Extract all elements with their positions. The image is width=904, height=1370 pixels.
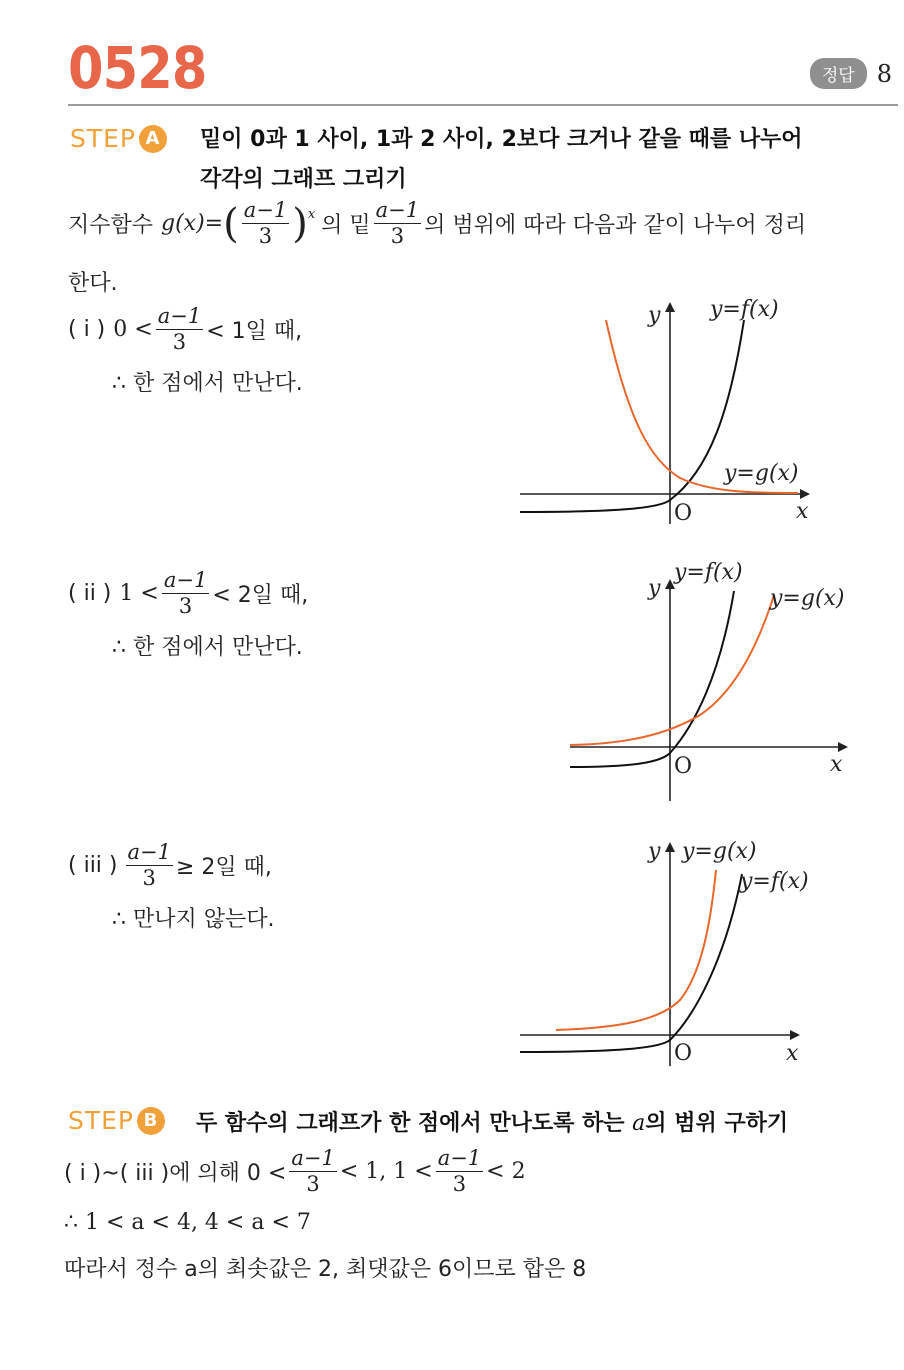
- case-rhs: < 2일 때,: [212, 583, 309, 608]
- step-a-text: STEP: [70, 124, 137, 153]
- case-lhs: 0 <: [113, 317, 153, 342]
- y-axis-label: y: [648, 303, 661, 328]
- f-label: y=f(x): [740, 869, 809, 894]
- frac-numerator: a−1: [157, 304, 202, 328]
- line1-fraction-2: [436, 1148, 483, 1195]
- case-1-conclusion: ∴ 한 점에서 만난다.: [112, 371, 303, 396]
- intro-mid: 의 밑: [321, 213, 371, 238]
- curve-g: [556, 870, 716, 1030]
- line1-fraction-1: [289, 1148, 336, 1195]
- f-label: y=f(x): [710, 297, 779, 322]
- graph-case-3: [510, 830, 830, 1070]
- frac-denominator: 3: [452, 1172, 467, 1196]
- case-lhs: 1 <: [119, 581, 159, 606]
- g-label: y=g(x): [682, 839, 757, 864]
- paren-open: (: [223, 200, 239, 247]
- header-divider: [68, 104, 898, 106]
- line1-mid: < 1, 1 <: [339, 1159, 433, 1184]
- intro-prefix: 지수함수: [68, 213, 154, 238]
- case-2-conclusion: ∴ 한 점에서 만난다.: [112, 635, 303, 660]
- frac-numerator: a−1: [127, 840, 171, 864]
- func-g: g(x)=: [161, 211, 224, 236]
- answer-area: [810, 58, 892, 89]
- x-axis-arrow: [838, 742, 848, 752]
- frac-denominator: 3: [258, 224, 273, 248]
- intro-suffix: 의 범위에 따라 다음과 같이 나누어 정리: [424, 213, 807, 238]
- step-b-title: [196, 1106, 788, 1137]
- y-axis-label: y: [648, 839, 661, 864]
- graph-case-2: [560, 555, 860, 805]
- step-a-title-line1: 밑이 0과 1 사이, 1과 2 사이, 2보다 크거나 같을 때를 나누어: [200, 127, 803, 152]
- case-fraction: [156, 306, 203, 353]
- line1-suffix: < 2: [486, 1159, 526, 1184]
- problem-number: 0528: [68, 34, 207, 102]
- case-tag: ( ii ): [68, 581, 112, 606]
- case-fraction: [162, 570, 209, 617]
- curve-f: [520, 874, 742, 1052]
- answer-value: 8: [876, 59, 892, 88]
- origin-label: O: [674, 754, 693, 779]
- step-a-intro: [68, 200, 806, 247]
- step-a-label: [70, 124, 167, 153]
- curve-g: [570, 595, 774, 745]
- f-label: y=f(x): [674, 560, 743, 585]
- graph-case-1: [510, 290, 830, 530]
- step-a-title-line2: 각각의 그래프 그리기: [200, 167, 407, 192]
- frac-numerator: a−1: [243, 198, 288, 222]
- origin-label: O: [674, 1041, 693, 1066]
- frac-numerator: a−1: [163, 568, 208, 592]
- x-axis-label: x: [786, 1041, 799, 1066]
- intro-line2: 한다.: [68, 271, 118, 296]
- x-axis-label: x: [796, 499, 809, 524]
- origin-label: O: [674, 501, 693, 526]
- case-2-condition: [68, 570, 308, 617]
- case-tag: ( iii ): [68, 853, 118, 878]
- base-fraction: [242, 200, 289, 247]
- step-a-letter: A: [139, 125, 167, 153]
- x-axis-arrow: [800, 489, 810, 499]
- x-axis-label: x: [830, 752, 843, 777]
- step-b-line2: ∴ 1 < a < 4, 4 < a < 7: [64, 1210, 311, 1235]
- case-tag: ( i ): [68, 317, 106, 342]
- step-b-title-var: a: [632, 1111, 646, 1136]
- g-label: y=g(x): [770, 586, 845, 611]
- step-b-title-prefix: 두 함수의 그래프가 한 점에서 만나도록 하는: [196, 1111, 625, 1136]
- step-b-letter: B: [137, 1107, 165, 1135]
- x-axis-arrow: [790, 1030, 800, 1040]
- curve-f: [570, 591, 734, 767]
- frac-numerator: a−1: [437, 1146, 482, 1170]
- base-fraction-2: [374, 200, 421, 247]
- frac-denominator: 3: [178, 594, 193, 618]
- curve-f: [520, 320, 744, 512]
- frac-numerator: a−1: [375, 198, 420, 222]
- case-3-condition: [68, 842, 272, 889]
- case-3-conclusion: ∴ 만나지 않는다.: [112, 907, 275, 932]
- line1-prefix: ( i )~( iii )에 의해 0 <: [64, 1161, 287, 1186]
- step-b-text: STEP: [68, 1106, 135, 1135]
- step-b-line1: [64, 1148, 526, 1195]
- exponent-x: x: [307, 207, 316, 222]
- step-b-label: [68, 1106, 165, 1135]
- paren-close: ): [292, 200, 308, 247]
- step-b-line3: 따라서 정수 a의 최솟값은 2, 최댓값은 6이므로 합은 8: [64, 1257, 587, 1282]
- case-rhs: < 1일 때,: [206, 319, 303, 344]
- frac-numerator: a−1: [291, 1146, 335, 1170]
- y-axis-arrow: [665, 302, 675, 312]
- case-fraction: [126, 842, 173, 889]
- frac-denominator: 3: [306, 1172, 320, 1196]
- case-rhs: ≥ 2일 때,: [175, 855, 272, 880]
- y-axis-label: y: [648, 576, 661, 601]
- g-label: y=g(x): [724, 461, 799, 486]
- case-1-condition: [68, 306, 302, 353]
- frac-denominator: 3: [172, 330, 187, 354]
- y-axis-arrow: [665, 842, 675, 852]
- frac-denominator: 3: [142, 866, 156, 890]
- step-b-title-suffix: 의 범위 구하기: [645, 1111, 789, 1136]
- answer-badge: 정답: [810, 58, 867, 89]
- frac-denominator: 3: [390, 224, 405, 248]
